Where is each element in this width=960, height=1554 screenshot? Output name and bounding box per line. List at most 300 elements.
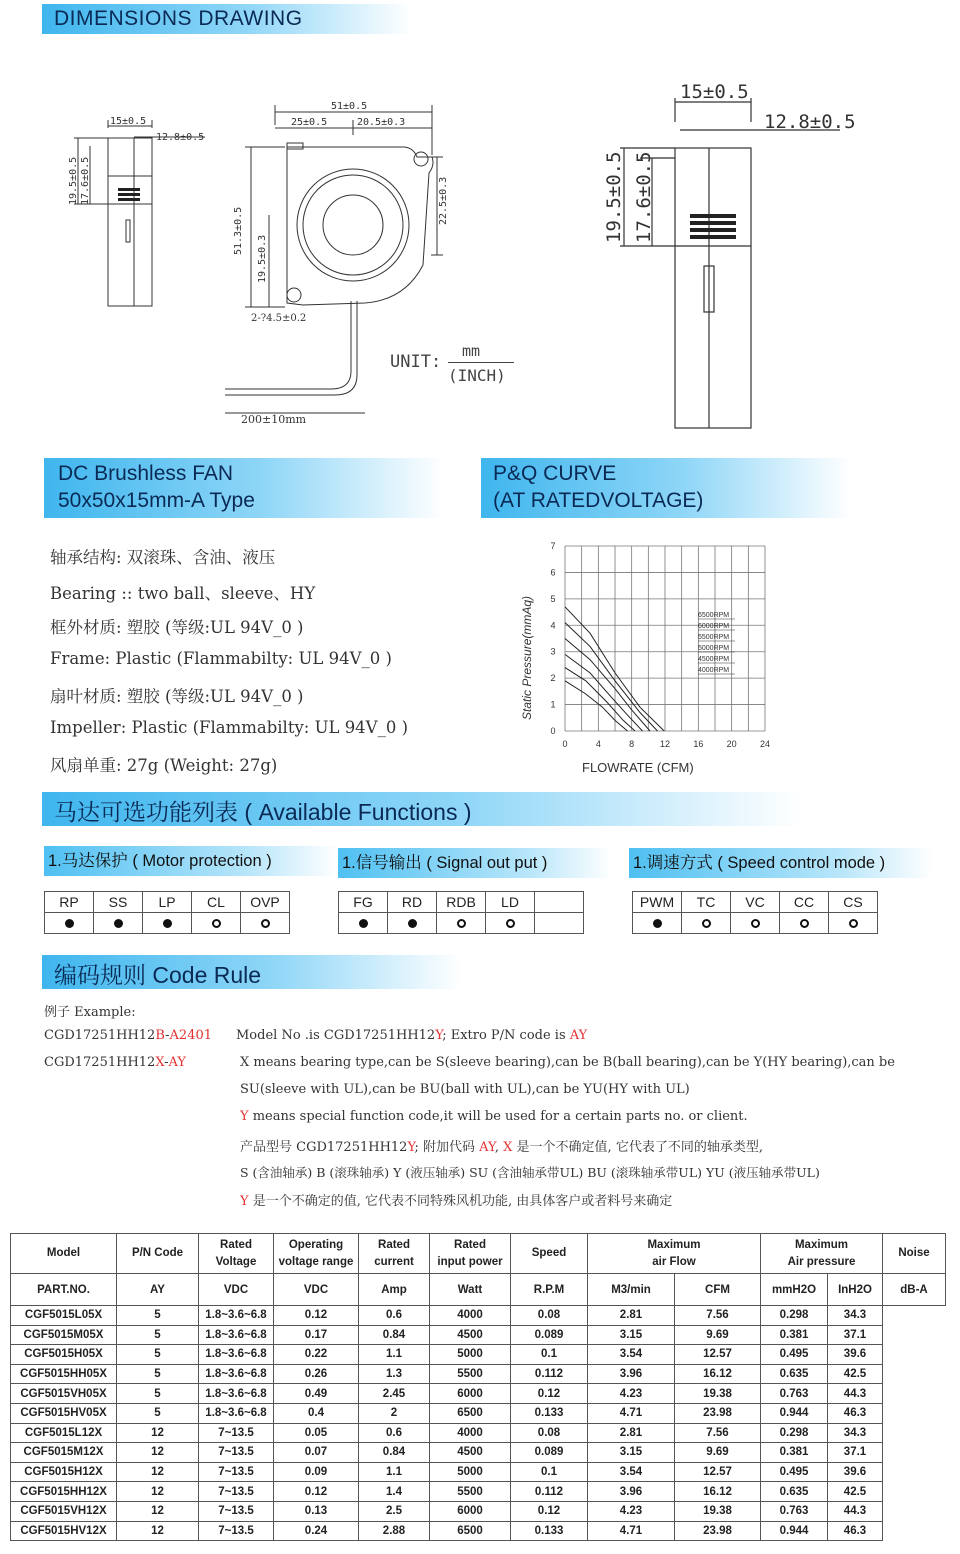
table-cell: 5 [117,1364,199,1384]
x-tick-label: 8 [629,739,635,749]
table-cell: 0.08 [511,1423,588,1443]
filled-dot-icon [359,919,368,928]
table-row [11,1423,946,1443]
func-header [535,892,584,913]
spec-line: 框外材质: 塑胶 (等级:UL 94V_0 ) [50,618,304,637]
table-cell: 0.13 [274,1501,359,1521]
example-code-2 [44,1055,186,1070]
table-cell: 19.38 [675,1501,761,1521]
table-cell: 9.69 [675,1443,761,1463]
table-cell: 7.56 [675,1306,761,1326]
filled-dot-icon [163,919,172,928]
header-line: Operating [288,1238,344,1251]
table-cell: 2.81 [588,1306,675,1326]
code-part: Y [435,1028,443,1043]
table-cell: 9.69 [675,1325,761,1345]
header-line: Air pressure [787,1255,856,1268]
series-line [565,639,650,732]
code-rule-title: 编码规则 Code Rule [54,962,262,988]
table-cell: 3.96 [588,1482,675,1502]
unit-label [390,352,441,372]
table-cell: 7~13.5 [199,1482,274,1502]
table-cell: 5500 [430,1364,511,1384]
table-row [11,1521,946,1541]
series-label: 6500RPM [698,612,730,619]
func-header: RDB [437,892,486,913]
table-row [11,1325,946,1345]
code-part: A2401 [169,1028,213,1043]
fan-title-line1: DC Brushless FAN [58,462,234,485]
header-line: air Flow [652,1255,696,1268]
x-tick-label: 12 [659,739,671,749]
part-number-cell: CGF5015L05X [11,1306,117,1326]
y-tick-label: 6 [550,567,556,578]
table-cell: 12.57 [675,1462,761,1482]
functions-banner [42,792,802,826]
func-mark-cell [682,913,731,934]
example-code-1 [44,1028,212,1043]
x-tick-label: 16 [693,739,704,749]
table-cell: 5 [117,1345,199,1365]
filled-dot-icon [114,919,123,928]
table-cell: 4000 [430,1423,511,1443]
table-row [11,1403,946,1423]
filled-dot-icon [408,919,417,928]
table-cell: 0.84 [359,1325,430,1345]
table-cell: 0.133 [511,1403,588,1423]
table-row [11,1462,946,1482]
chart-ylabel: Static Pressure(mmAq) [520,595,534,720]
code-part: ; Extro P/N code is [442,1028,570,1043]
side-view-large-drawing [600,78,860,430]
table-cell: 1.1 [359,1345,430,1365]
func-mark-cell [535,913,584,934]
curve-title-line2: (AT RATEDVOLTAGE) [493,489,704,512]
big-width-dim: 15±0.5 [680,81,749,103]
table-cell: 0.49 [274,1384,359,1404]
header-line: Rated [378,1238,410,1251]
front-inner-h-dim: 19.5±0.3 [257,234,268,283]
table-cell: 1.1 [359,1462,430,1482]
series-label: 6000RPM [698,623,730,630]
hollow-dot-icon [849,919,858,928]
table-cell: 5000 [430,1462,511,1482]
table-cell: 0.05 [274,1423,359,1443]
func-mark-cell [486,913,535,934]
header-line: Rated [220,1238,252,1251]
y-tick-label: 2 [550,673,556,684]
part-number-cell: CGF5015VH05X [11,1384,117,1404]
table-cell: 2.5 [359,1501,430,1521]
signal-output-table [338,891,584,934]
table-cell: 4000 [430,1306,511,1326]
func-mark-cell [388,913,437,934]
table-cell: 0.495 [761,1345,828,1365]
header-line: current [374,1255,414,1268]
header-line: Voltage [215,1255,257,1268]
table-cell: 37.1 [828,1325,883,1345]
header-noise: Noise [883,1234,946,1274]
table-cell: 34.3 [828,1423,883,1443]
series-label: 4000RPM [698,667,730,674]
func-header: OVP [241,892,290,913]
x-meaning-line-2: SU(sleeve with UL),can be BU(ball with UL),can be YU(HY with UL) [240,1082,690,1097]
func-mark-cell [94,913,143,934]
code-part: AY [569,1028,588,1043]
table-cell: 5500 [430,1482,511,1502]
series-line [565,681,628,731]
code-part: means bearing type,can be S(sleeve bearing),can be B(ball bearing),can be Y(HY bearing),can be [249,1055,895,1070]
table-cell: 2.88 [359,1521,430,1541]
func-mark-cell [780,913,829,934]
table-cell: 12 [117,1521,199,1541]
spec-line: 风扇单重: 27g (Weight: 27g) [50,756,278,775]
header-line: Maximum [794,1238,849,1251]
table-row [11,1443,946,1463]
func-header: PWM [633,892,682,913]
table-row [11,1306,946,1326]
table-cell: 1.8~3.6~6.8 [199,1345,274,1365]
unit-cell: dB-A [883,1274,946,1306]
code-part: 是一个不确定的值, 它代表不同特殊风机功能, 由具体客户或者料号来确定 [248,1194,673,1209]
part-number-cell: CGF5015HH12X [11,1482,117,1502]
table-cell: 39.6 [828,1462,883,1482]
filled-dot-icon [65,919,74,928]
big-h2-dim: 17.6±0.5 [633,151,655,243]
unit-cell: Watt [430,1274,511,1306]
unit-mm: mm [462,342,481,360]
functions-title: 马达可选功能列表 ( Available Functions ) [54,799,472,825]
code-part: CGD17251HH12 [44,1028,156,1043]
side-h2-dim: 17.6±0.5 [80,156,91,205]
table-cell: 42.5 [828,1364,883,1384]
series-line [565,668,635,731]
dimensions-title: DIMENSIONS DRAWING [54,7,303,30]
table-cell: 19.38 [675,1384,761,1404]
func-header: SS [94,892,143,913]
table-cell: 6000 [430,1501,511,1521]
table-cell: 2 [359,1403,430,1423]
code-part: B [155,1028,166,1043]
code-part: - [165,1028,170,1043]
unit-cell: R.P.M [511,1274,588,1306]
code-part: AY [168,1055,186,1070]
table-cell: 44.3 [828,1384,883,1404]
func-mark-cell [731,913,780,934]
part-number-cell: CGF5015M12X [11,1443,117,1463]
table-cell: 12 [117,1443,199,1463]
table-cell: 37.1 [828,1443,883,1463]
table-cell: 0.298 [761,1306,828,1326]
table-cell: 12 [117,1501,199,1521]
code-part: CGD17251HH12 [44,1055,156,1070]
unit-cell: M3/min [588,1274,675,1306]
func-mark-cell [143,913,192,934]
header-air-pressure [761,1234,883,1274]
pn-code-cell: AY [117,1274,199,1306]
code-part: X [503,1140,513,1155]
table-row [11,1345,946,1365]
table-cell: 0.26 [274,1364,359,1384]
table-cell: 12 [117,1482,199,1502]
cn-line-3 [240,1190,672,1209]
series-label: 5000RPM [698,645,730,652]
table-cell: 16.12 [675,1482,761,1502]
header-line: Maximum [647,1238,701,1251]
func-header: LP [143,892,192,913]
table-cell: 2.45 [359,1384,430,1404]
signal-output-banner: 1.信号输出 ( Signal out put ) [338,848,612,878]
table-cell: 7~13.5 [199,1521,274,1541]
unit-inch: (INCH) [448,366,506,385]
part-number-cell: CGF5015H05X [11,1345,117,1365]
table-cell: 12 [117,1462,199,1482]
table-cell: 4.23 [588,1501,675,1521]
table-cell: 6500 [430,1403,511,1423]
spec-line: Frame: Plastic (Flammabilty: UL 94V_0 ) [50,649,392,668]
table-cell: 6000 [430,1384,511,1404]
table-cell: 0.17 [274,1325,359,1345]
table-cell: 3.54 [588,1345,675,1365]
table-cell: 0.133 [511,1521,588,1541]
table-cell: 3.15 [588,1443,675,1463]
header-model: Model [11,1234,117,1274]
lead-length-dim: 200±10mm [241,413,307,426]
code-part: Y [240,1109,249,1124]
table-row [11,1482,946,1502]
unit-cell: mmH2O [761,1274,828,1306]
func-mark-cell [437,913,486,934]
hollow-dot-icon [800,919,809,928]
table-cell: 5 [117,1403,199,1423]
unit-cell: CFM [675,1274,761,1306]
table-cell: 7~13.5 [199,1423,274,1443]
spec-line: 扇叶材质: 塑胶 (等级:UL 94V_0 ) [50,687,304,706]
y-tick-label: 3 [550,646,556,657]
table-cell: 0.089 [511,1443,588,1463]
series-label: 4500RPM [698,656,730,663]
example-label: 例子 Example: [44,1005,136,1020]
header-line: voltage range [278,1255,354,1268]
y-tick-label: 7 [550,541,556,551]
table-cell: 0.6 [359,1306,430,1326]
table-cell: 1.8~3.6~6.8 [199,1325,274,1345]
table-cell: 4500 [430,1443,511,1463]
holes-dim: 2-?4.5±0.2 [251,313,307,324]
y-tick-label: 0 [550,726,556,736]
table-cell: 46.3 [828,1521,883,1541]
table-cell: 5 [117,1384,199,1404]
table-cell: 4.71 [588,1521,675,1541]
table-cell: 0.07 [274,1443,359,1463]
unit-cell: PART.NO. [11,1274,117,1306]
hollow-dot-icon [212,919,221,928]
spec-line: Impeller: Plastic (Flammabilty: UL 94V_0 ) [50,718,409,737]
code-part: means special function code,it will be used for a certain parts no. or client. [248,1109,748,1124]
code-part: 产品型号 CGD17251HH12 [240,1140,408,1155]
series-label: 5500RPM [698,634,730,641]
front-view-drawing [225,95,460,430]
part-number-cell: CGF5015L12X [11,1423,117,1443]
unit-cell: VDC [274,1274,359,1306]
code-rule-banner [42,955,462,989]
part-number-cell: CGF5015HV12X [11,1521,117,1541]
hollow-dot-icon [261,919,270,928]
x-tick-label: 20 [726,739,737,749]
table-cell: 0.944 [761,1521,828,1541]
table-cell: 0.12 [511,1384,588,1404]
table-row [11,1501,946,1521]
table-cell: 7~13.5 [199,1462,274,1482]
chart-xlabel: FLOWRATE (CFM) [582,760,694,775]
front-right-dim: 20.5±0.3 [357,117,406,128]
table-cell: 7.56 [675,1423,761,1443]
header-air-flow [588,1234,761,1274]
func-mark-cell [633,913,682,934]
header-rated-voltage [199,1234,274,1274]
y-meaning-line [240,1109,748,1124]
curve-title-line1: P&Q CURVE [493,462,617,485]
table-cell: 0.12 [274,1306,359,1326]
big-h1-dim: 19.5±0.5 [603,151,625,243]
func-mark-cell [45,913,94,934]
part-number-cell: CGF5015VH12X [11,1501,117,1521]
spec-line: Bearing :: two ball、sleeve、HY [50,584,316,603]
unit-text: UNIT: [390,352,442,372]
front-height-dim: 51.3±0.5 [233,206,244,255]
table-cell: 0.09 [274,1462,359,1482]
table-cell: 16.12 [675,1364,761,1384]
table-cell: 0.08 [511,1306,588,1326]
table-cell: 0.1 [511,1462,588,1482]
table-cell: 42.5 [828,1482,883,1502]
table-cell: 12.57 [675,1345,761,1365]
func-header: VC [731,892,780,913]
table-cell: 0.84 [359,1443,430,1463]
table-cell: 0.6 [359,1423,430,1443]
table-cell: 6500 [430,1521,511,1541]
part-number-cell: CGF5015M05X [11,1325,117,1345]
func-mark-cell [192,913,241,934]
cn-line-2: S (含油轴承) B (滚珠轴承) Y (液压轴承) SU (含油轴承带UL) BU (滚珠轴承带UL) YU (液压轴承带UL) [240,1165,820,1180]
table-cell: 0.944 [761,1403,828,1423]
side-width-dim: 15±0.5 [110,116,147,127]
unit-cell: VDC [199,1274,274,1306]
table-cell: 0.298 [761,1423,828,1443]
table-cell: 23.98 [675,1403,761,1423]
func-mark-cell [339,913,388,934]
part-number-cell: CGF5015HH05X [11,1364,117,1384]
spec-table [10,1233,946,1541]
x-tick-label: 4 [595,739,601,749]
table-cell: 1.4 [359,1482,430,1502]
table-cell: 0.381 [761,1325,828,1345]
func-mark-cell [241,913,290,934]
code-part: Model No .is CGD17251HH12 [236,1028,436,1043]
func-header: RD [388,892,437,913]
table-cell: 5 [117,1306,199,1326]
table-cell: 0.635 [761,1482,828,1502]
spec-line: 轴承结构: 双滚珠、含油、液压 [50,548,276,567]
table-row [11,1364,946,1384]
table-cell: 0.089 [511,1325,588,1345]
table-cell: 0.495 [761,1462,828,1482]
table-cell: 3.54 [588,1462,675,1482]
func-header: LD [486,892,535,913]
header-rated-power [430,1234,511,1274]
header-speed: Speed [511,1234,588,1274]
table-cell: 12 [117,1423,199,1443]
table-cell: 0.635 [761,1364,828,1384]
table-row [11,1384,946,1404]
table-cell: 4.71 [588,1403,675,1423]
table-cell: 34.3 [828,1306,883,1326]
code-part: 是一个不确定值, 它代表了不同的轴承类型, [512,1140,763,1155]
table-cell: 7~13.5 [199,1443,274,1463]
unit-cell: InH2O [828,1274,883,1306]
table-cell: 0.763 [761,1501,828,1521]
code-part: X [155,1055,165,1070]
table-cell: 1.3 [359,1364,430,1384]
code-part: ; 附加代码 [414,1140,480,1155]
table-cell: 0.112 [511,1482,588,1502]
table-cell: 0.112 [511,1364,588,1384]
table-cell: 7~13.5 [199,1501,274,1521]
code-part: , [494,1140,504,1155]
func-header: CS [829,892,878,913]
table-cell: 1.8~3.6~6.8 [199,1364,274,1384]
x-tick-label: 24 [759,739,771,749]
code-part: Y [407,1140,415,1155]
front-total-dim: 51±0.5 [331,101,368,112]
model-line [236,1028,587,1043]
unit-cell: Amp [359,1274,430,1306]
speed-control-banner: 1.调速方式 ( Speed control mode ) [629,848,933,878]
code-part: X [240,1055,250,1070]
header-rated-current [359,1234,430,1274]
x-meaning-line [240,1055,895,1070]
hollow-dot-icon [506,919,515,928]
unit-divider [448,362,514,363]
table-cell: 5000 [430,1345,511,1365]
y-tick-label: 5 [550,593,556,604]
func-header: CL [192,892,241,913]
side-view-drawing [60,110,220,310]
table-cell: 0.24 [274,1521,359,1541]
x-tick-label: 0 [562,739,568,749]
hollow-dot-icon [702,919,711,928]
code-part: AY [479,1140,495,1155]
dimensions-banner [42,4,412,34]
filled-dot-icon [653,919,662,928]
fan-title-line2: 50x50x15mm-A Type [58,489,255,512]
table-cell: 4500 [430,1325,511,1345]
func-header: RP [45,892,94,913]
part-number-cell: CGF5015H12X [11,1462,117,1482]
hollow-dot-icon [751,919,760,928]
big-depth-dim: 12.8±0.5 [764,111,856,133]
motor-protection-banner: 1.马达保护 ( Motor protection ) [44,846,338,876]
table-cell: 1.8~3.6~6.8 [199,1384,274,1404]
header-pn-code: P/N Code [117,1234,199,1274]
table-cell: 3.96 [588,1364,675,1384]
table-cell: 46.3 [828,1403,883,1423]
header-operating [274,1234,359,1274]
table-cell: 39.6 [828,1345,883,1365]
table-cell: 23.98 [675,1521,761,1541]
table-cell: 2.81 [588,1423,675,1443]
cn-line-1 [240,1136,763,1155]
